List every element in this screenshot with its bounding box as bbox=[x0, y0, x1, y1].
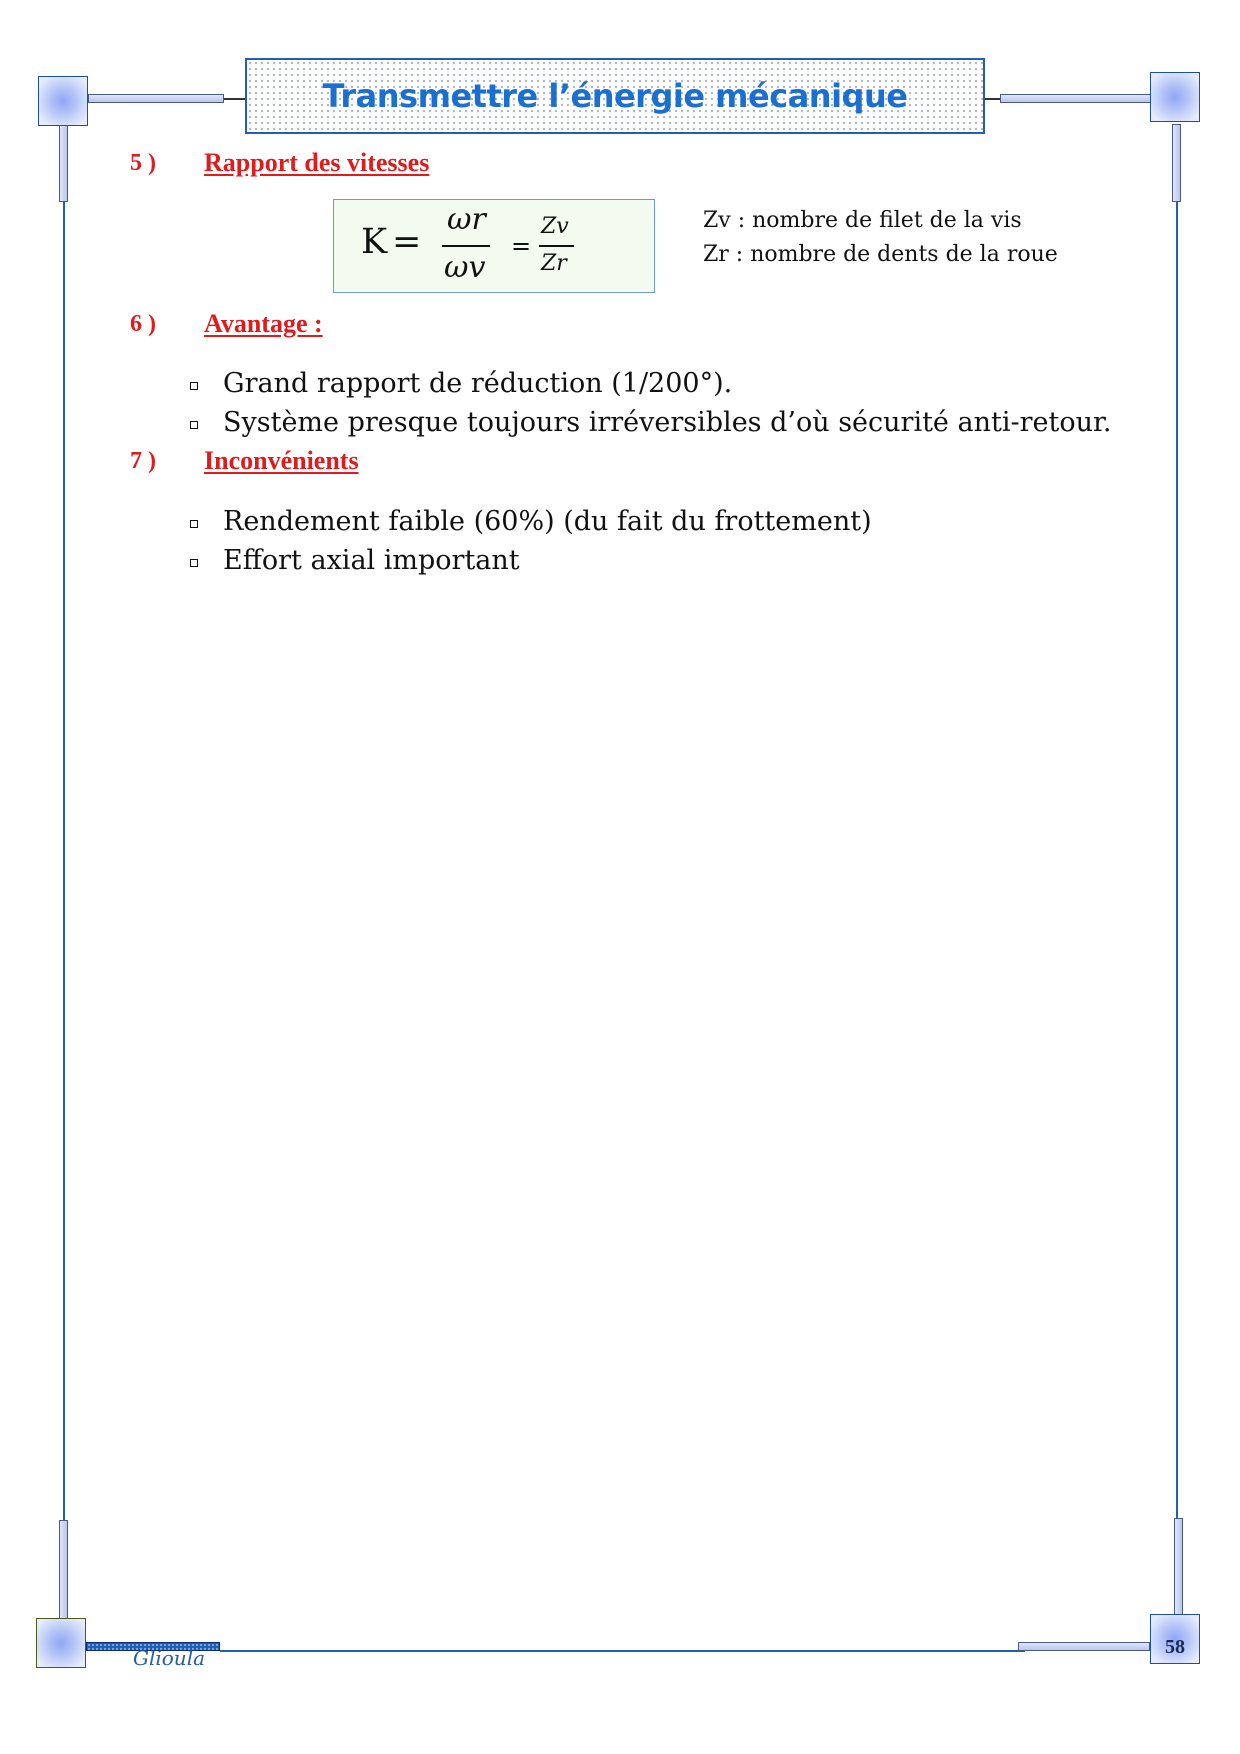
right-bottom-vbar bbox=[1174, 1518, 1183, 1618]
advantage-text: Grand rapport de réduction (1/200°). bbox=[223, 368, 733, 399]
frame-left-line bbox=[63, 200, 65, 1520]
top-left-connector bbox=[224, 98, 246, 100]
formula-box bbox=[333, 199, 655, 293]
formula-k: K bbox=[361, 222, 388, 262]
section-number-7: 7 ) bbox=[130, 448, 156, 474]
list-item bbox=[190, 545, 520, 576]
legend-zv: Zv : nombre de filet de la vis bbox=[703, 208, 1022, 233]
formula-fraction-bar bbox=[442, 245, 490, 247]
section-number-5: 5 ) bbox=[130, 150, 156, 176]
list-item bbox=[190, 506, 872, 537]
page-number: 58 bbox=[1165, 1635, 1185, 1658]
advantage-text: Système presque toujours irréversibles d’où sécurité anti-retour. bbox=[223, 407, 1112, 438]
formula-equals-2: = bbox=[511, 232, 532, 260]
square-bullet-icon bbox=[190, 382, 198, 390]
section-number-6: 6 ) bbox=[130, 311, 156, 337]
disadvantage-text: Rendement faible (60%) (du fait du frottement) bbox=[223, 506, 872, 537]
list-item bbox=[190, 407, 1112, 438]
corner-top-left bbox=[38, 76, 88, 126]
legend-zr: Zr : nombre de dents de la roue bbox=[703, 242, 1058, 267]
formula-equals: = bbox=[392, 222, 422, 262]
corner-top-right bbox=[1150, 72, 1200, 122]
left-top-vbar bbox=[59, 124, 68, 202]
square-bullet-icon bbox=[190, 559, 198, 567]
author-signature: Glioula bbox=[133, 1646, 206, 1670]
title-box bbox=[245, 58, 985, 134]
square-bullet-icon bbox=[190, 421, 198, 429]
frame-bottom-line bbox=[220, 1650, 1025, 1652]
section-title-inconvenients: Inconvénients bbox=[204, 446, 359, 475]
left-bottom-vbar bbox=[59, 1520, 68, 1620]
formula-omega-v: ωv bbox=[444, 250, 486, 285]
top-right-connector bbox=[985, 98, 1000, 100]
top-left-bar bbox=[88, 94, 224, 103]
disadvantage-text: Effort axial important bbox=[223, 545, 520, 576]
list-item bbox=[190, 368, 732, 399]
formula-fraction-bar-2 bbox=[539, 245, 574, 247]
section-title-avantage: Avantage : bbox=[204, 309, 323, 338]
formula-zv: Zv bbox=[541, 214, 569, 239]
section-title-rapport: Rapport des vitesses bbox=[204, 148, 430, 177]
formula-zr: Zr bbox=[541, 251, 567, 276]
top-right-bar bbox=[1000, 94, 1152, 103]
formula-omega-r: ωr bbox=[447, 202, 486, 237]
page-title: Transmettre l’énergie mécanique bbox=[322, 77, 908, 115]
square-bullet-icon bbox=[190, 520, 198, 528]
corner-bottom-left bbox=[36, 1618, 86, 1668]
bottom-right-bar bbox=[1018, 1642, 1150, 1651]
frame-right-line bbox=[1176, 200, 1178, 1520]
right-top-vbar bbox=[1172, 124, 1181, 202]
